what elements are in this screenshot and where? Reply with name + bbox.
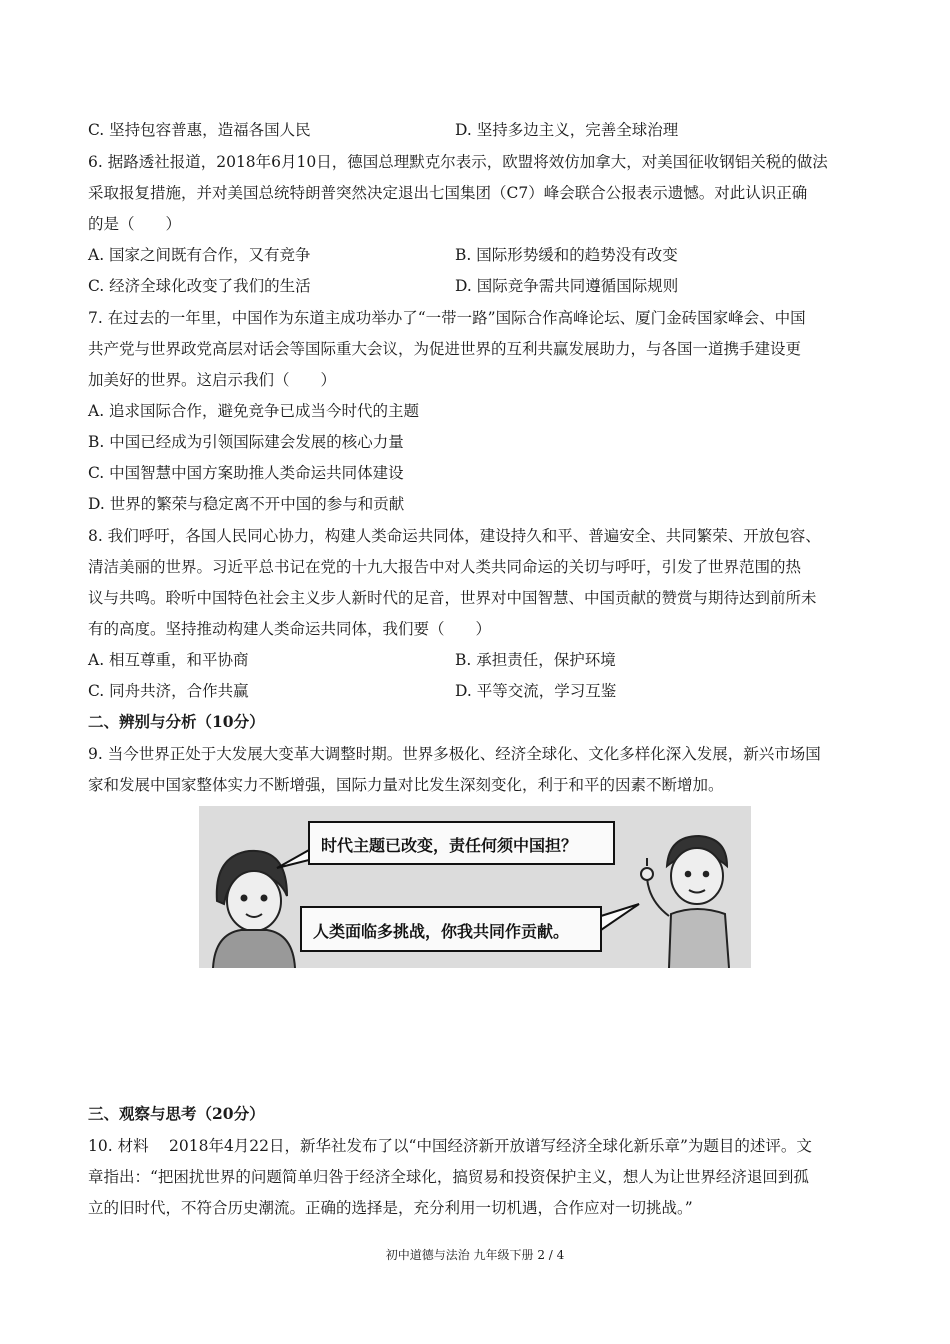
section-3-heading: 三、观察与思考（20分） xyxy=(88,1104,265,1123)
q6-option-c: C. 经济全球化改变了我们的生活 xyxy=(88,277,311,295)
q6-stem-line-3: 的是（ ） xyxy=(88,215,182,233)
q8-stem-line-1: 8. 我们呼吁，各国人民同心协力，构建人类命运共同体，建设持久和平、普遍安全、共同繁荣、开放包容、 xyxy=(88,527,821,545)
q10-line-1: 10. 材料 2018年4月22日，新华社发布了以“中国经济新开放谱写经济全球化新乐章”为题目的述评。文 xyxy=(88,1137,812,1155)
boy-figure xyxy=(641,836,729,968)
q6-option-b: B. 国际形势缓和的趋势没有改变 xyxy=(455,246,678,264)
q7-option-d: D. 世界的繁荣与稳定离不开中国的参与和贡献 xyxy=(88,495,405,513)
q5-option-c: C. 坚持包容普惠，造福各国人民 xyxy=(88,121,311,139)
q8-stem-line-2: 清洁美丽的世界。习近平总书记在党的十九大报告中对人类共同命运的关切与呼吁，引发了世界范围的热 xyxy=(88,558,802,576)
bubble-2-text: 人类面临多挑战，你我共同作贡献。 xyxy=(313,922,570,941)
q6-option-d: D. 国际竞争需共同遵循国际规则 xyxy=(455,277,679,295)
q7-option-b: B. 中国已经成为引领国际建会发展的核心力量 xyxy=(88,433,404,451)
q9-stem-line-2: 家和发展中国家整体实力不断增强，国际力量对比发生深刻变化，利于和平的因素不断增加。 xyxy=(88,776,724,794)
q9-cartoon xyxy=(199,806,751,968)
q8-option-c: C. 同舟共济，合作共赢 xyxy=(88,682,249,700)
q8-option-b: B. 承担责任，保护环境 xyxy=(455,651,616,669)
q10-line-2: 章指出：“把困扰世界的问题简单归咎于经济全球化，搞贸易和投资保护主义，想人为让世界经济退回到孤 xyxy=(88,1168,809,1186)
q7-option-a: A. 追求国际合作，避免竞争已成当今时代的主题 xyxy=(88,402,420,420)
q6-stem-line-2: 采取报复措施，并对美国总统特朗普突然决定退出七国集团（C7）峰会联合公报表示遗憾。对此认识正确 xyxy=(88,184,808,202)
q8-stem-line-3: 议与共鸣。聆听中国特色社会主义步人新时代的足音，世界对中国智慧、中国贡献的赞赏与期待达到前所未 xyxy=(88,589,817,607)
q8-stem-line-4: 有的高度。坚持推动构建人类命运共同体，我们要（ ） xyxy=(88,620,492,638)
q7-stem-line-3: 加美好的世界。这启示我们（ ） xyxy=(88,371,337,389)
q7-stem-line-1: 7. 在过去的一年里，中国作为东道主成功举办了“一带一路”国际合作高峰论坛、厦门金砖国家峰会、中国 xyxy=(88,309,806,327)
q6-stem-line-1: 6. 据路透社报道，2018年6月10日，德国总理默克尔表示，欧盟将效仿加拿大，对美国征收钢铝关税的做法 xyxy=(88,153,828,171)
cartoon-drawing xyxy=(199,806,751,968)
q10-line-3: 立的旧时代，不符合历史潮流。正确的选择是，充分利用一切机遇，合作应对一切挑战。” xyxy=(88,1199,693,1217)
q8-option-a: A. 相互尊重，和平协商 xyxy=(88,651,249,669)
q7-option-c: C. 中国智慧中国方案助推人类命运共同体建设 xyxy=(88,464,404,482)
section-2-heading: 二、辨别与分析（10分） xyxy=(88,712,265,731)
q9-stem-line-1: 9. 当今世界正处于大发展大变革大调整时期。世界多极化、经济全球化、文化多样化深入发展，新兴市场国 xyxy=(88,745,821,763)
q5-option-d: D. 坚持多边主义，完善全球治理 xyxy=(455,121,679,139)
page-footer: 初中道德与法治 九年级下册 2 / 4 xyxy=(385,1248,565,1262)
bubble-1-text: 时代主题已改变，责任何须中国担？ xyxy=(321,836,578,855)
q6-option-a: A. 国家之间既有合作，又有竞争 xyxy=(88,246,311,264)
girl-figure xyxy=(213,851,295,968)
q8-option-d: D. 平等交流，学习互鉴 xyxy=(455,682,617,700)
q7-stem-line-2: 共产党与世界政党高层对话会等国际重大会议，为促进世界的互利共赢发展助力，与各国一道携手建设更 xyxy=(88,340,802,358)
